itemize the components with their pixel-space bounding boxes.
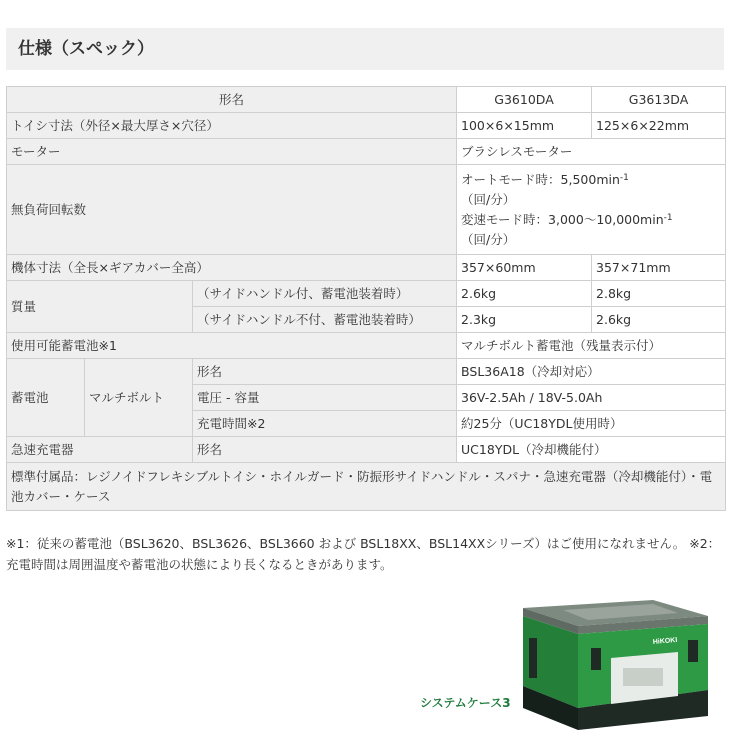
- mass-without-handle-label: （サイドハンドル不付、蓄電池装着時）: [193, 307, 457, 333]
- usable-battery-value: マルチボルト蓄電池（残量表示付）: [457, 333, 726, 359]
- battery-model-label: 形名: [193, 359, 457, 385]
- table-row: [7, 333, 726, 359]
- spec-heading: 仕様（スペック）: [6, 28, 724, 70]
- mass-with-handle-value-1: 2.6kg: [457, 281, 592, 307]
- battery-model-value: BSL36A18（冷却対応）: [457, 359, 726, 385]
- mass-without-handle-value-1: 2.3kg: [457, 307, 592, 333]
- speed-auto-mode: オートモード時：5,500min: [461, 171, 620, 187]
- speed-var-mode: 変速モード時：3,000～10,000min: [461, 211, 664, 227]
- accessories-text: 標準付属品：レジノイドフレキシブルトイシ・ホイルガード・防振形サイドハンドル・スパナ・急速充電器（冷却機能付）・電池カバー・ケース: [7, 463, 726, 511]
- table-row: [7, 463, 726, 511]
- charger-label: 急速充電器: [7, 437, 193, 463]
- wheel-size-value-1: 100×6×15mm: [457, 113, 592, 139]
- product-caption: システムケース3: [420, 696, 511, 710]
- body-size-value-1: 357×60mm: [457, 255, 592, 281]
- header-model-label: 形名: [7, 87, 457, 113]
- motor-label: モーター: [7, 139, 457, 165]
- table-row: [7, 281, 726, 307]
- charger-model-label: 形名: [193, 437, 457, 463]
- footnotes: ※1：従来の蓄電池（BSL3620、BSL3626、BSL3660 および BSL18XX、BSL14XXシリーズ）はご使用になれません。 ※2：充電時間は周囲温度や蓄電池の状態により長くなるときがあります。: [6, 536, 721, 572]
- system-case-image: [503, 598, 718, 730]
- mass-with-handle-label: （サイドハンドル付、蓄電池装着時）: [193, 281, 457, 307]
- battery-voltage-label: 電圧 - 容量: [193, 385, 457, 411]
- spec-table: [6, 86, 726, 511]
- body-size-label: 機体寸法（全長×ギアカバー全高）: [7, 255, 457, 281]
- wheel-size-value-2: 125×6×22mm: [592, 113, 726, 139]
- speed-label: 無負荷回転数: [7, 165, 457, 255]
- system-case-illustration: [523, 600, 708, 730]
- battery-voltage-value: 36V-2.5Ah / 18V-5.0Ah: [457, 385, 726, 411]
- battery-sublabel: マルチボルト: [85, 359, 193, 437]
- brand-logo-text: HiKOKI: [652, 636, 678, 646]
- table-row: [7, 113, 726, 139]
- speed-value: [457, 165, 726, 255]
- table-row: [7, 359, 726, 385]
- wheel-size-label: トイシ寸法（外径×最大厚さ×穴径）: [7, 113, 457, 139]
- table-row: [7, 139, 726, 165]
- motor-value: ブラシレスモーター: [457, 139, 726, 165]
- battery-label: 蓄電池: [7, 359, 85, 437]
- mass-without-handle-value-2: 2.6kg: [592, 307, 726, 333]
- header-model-2: G3613DA: [592, 87, 726, 113]
- header-model-1: G3610DA: [457, 87, 592, 113]
- table-row: [7, 87, 726, 113]
- body-size-value-2: 357×71mm: [592, 255, 726, 281]
- charger-model-value: UC18YDL（冷却機能付）: [457, 437, 726, 463]
- battery-charge-time-value: 約25分（UC18YDL使用時）: [457, 411, 726, 437]
- usable-battery-label: 使用可能蓄電池※1: [7, 333, 457, 359]
- mass-label: 質量: [7, 281, 193, 333]
- battery-charge-time-label: 充電時間※2: [193, 411, 457, 437]
- speed-var-sup: -1: [663, 212, 673, 223]
- table-row: [7, 165, 726, 255]
- speed-auto-unit: （回/分）: [461, 191, 516, 207]
- speed-var-unit: （回/分）: [461, 231, 516, 247]
- table-row: [7, 255, 726, 281]
- mass-with-handle-value-2: 2.8kg: [592, 281, 726, 307]
- speed-auto-sup: -1: [619, 172, 629, 183]
- table-row: [7, 437, 726, 463]
